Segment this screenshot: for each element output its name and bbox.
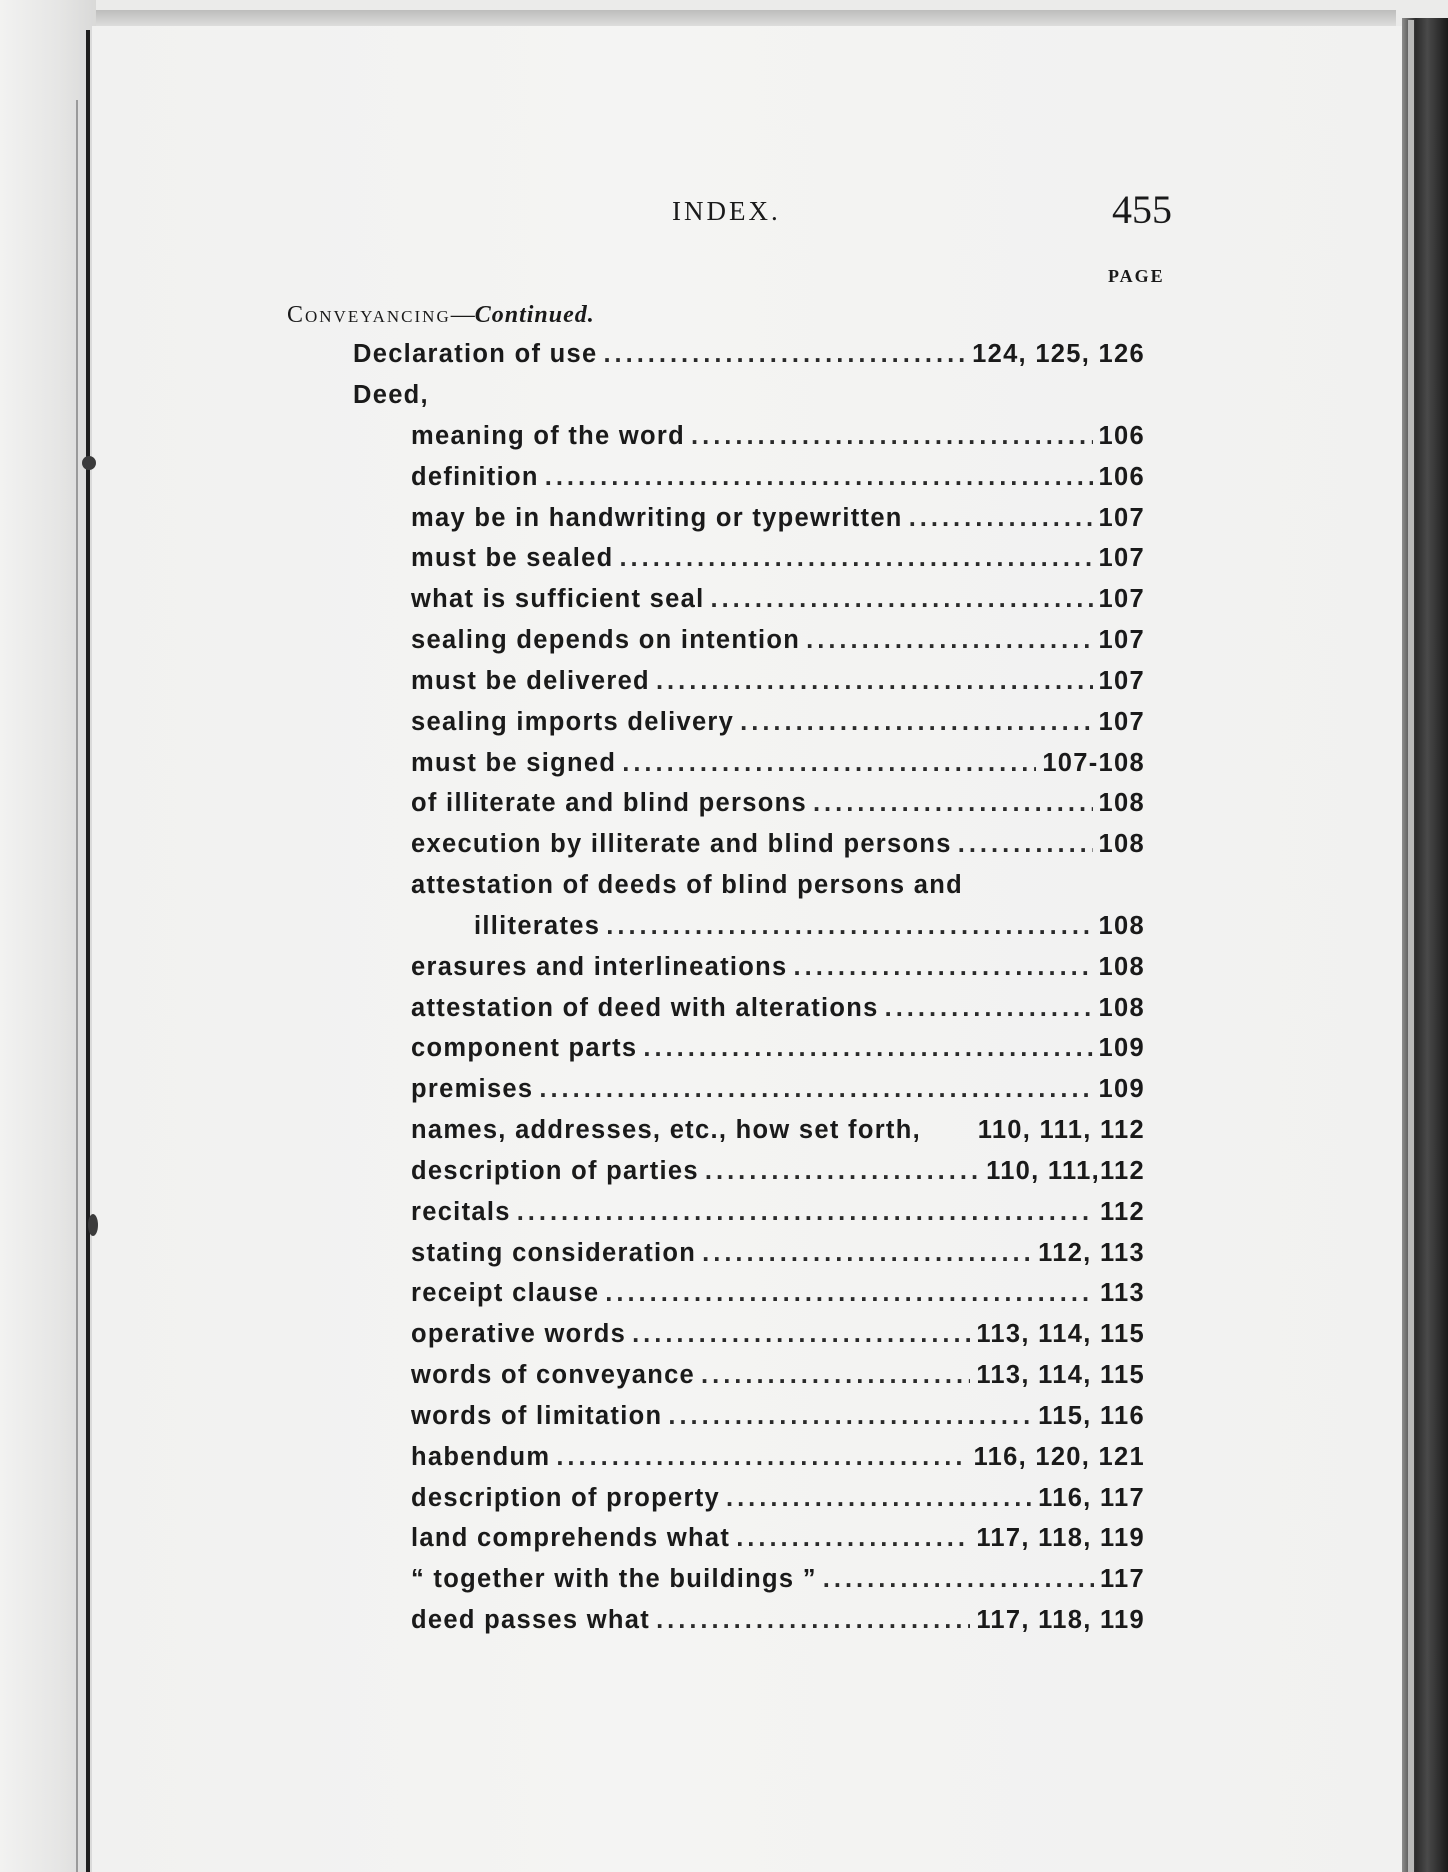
- index-entry: [411, 504, 1145, 540]
- leader-dots: [603, 340, 966, 369]
- entry-pages: 108: [1098, 830, 1145, 858]
- entry-text: must be sealed: [411, 544, 614, 572]
- index-entry: [411, 1606, 1145, 1642]
- index-entry: [474, 912, 1145, 948]
- leader-dots: [726, 1484, 1032, 1513]
- entry-pages: 109: [1098, 1075, 1145, 1103]
- entry-text: receipt clause: [411, 1279, 600, 1307]
- index-entry: [411, 789, 1145, 825]
- index-entry: [411, 463, 1145, 499]
- index-entry: [411, 1484, 1145, 1520]
- running-head: INDEX.: [672, 196, 781, 226]
- entry-pages: 112, 113: [1038, 1239, 1145, 1267]
- entry-pages: 107: [1098, 585, 1145, 613]
- leader-dots: [958, 830, 1093, 859]
- entry-pages: 106: [1098, 422, 1145, 450]
- entry-pages: 117, 118, 119: [976, 1524, 1145, 1552]
- index-entry: [411, 544, 1145, 580]
- leader-dots: [632, 1320, 970, 1349]
- leader-dots: [705, 1157, 980, 1186]
- entry-text: attestation of deeds of blind persons and: [411, 871, 964, 899]
- leader-dots: [545, 463, 1093, 492]
- entry-pages: 108: [1098, 953, 1145, 981]
- entry-pages: 107: [1098, 667, 1145, 695]
- leader-dots: [656, 667, 1093, 696]
- entry-text: sealing depends on intention: [411, 626, 801, 654]
- entry-text: erasures and interlineations: [411, 953, 788, 981]
- entry-pages: 107: [1098, 504, 1145, 532]
- index-entry: [353, 381, 1145, 417]
- entry-text: land comprehends what: [411, 1524, 731, 1552]
- margin-smudge: [82, 456, 96, 470]
- leader-dots: [806, 626, 1092, 655]
- entry-text: description of property: [411, 1484, 721, 1512]
- entry-text: execution by illiterate and blind persons: [411, 830, 952, 858]
- index-entry: [411, 1279, 1145, 1315]
- leader-dots: [823, 1565, 1094, 1594]
- index-entry: [411, 953, 1145, 989]
- entry-text: recitals: [411, 1198, 511, 1226]
- entry-pages: 108: [1098, 912, 1145, 940]
- index-entry: [411, 1239, 1145, 1275]
- index-entry: [411, 1402, 1145, 1438]
- section-continued: Continued.: [474, 302, 595, 328]
- index-entry: [411, 1524, 1145, 1560]
- entry-text: description of parties: [411, 1157, 699, 1185]
- index-entry: [411, 749, 1145, 785]
- section-heading: [287, 302, 595, 329]
- gutter-shadow: [76, 100, 78, 1872]
- entry-text: words of limitation: [411, 1402, 663, 1430]
- leader-dots: [556, 1443, 967, 1472]
- leader-dots: [885, 994, 1093, 1023]
- entry-pages: 110, 111,112: [986, 1157, 1145, 1185]
- leader-dots: [622, 749, 1036, 778]
- entry-text: stating consideration: [411, 1239, 697, 1267]
- entry-pages: 112: [1099, 1198, 1145, 1226]
- page-column-label: PAGE: [1108, 266, 1165, 286]
- index-entry: [411, 1443, 1145, 1479]
- index-entry: [411, 1034, 1145, 1070]
- entry-text: component parts: [411, 1034, 638, 1062]
- entry-pages: 113: [1099, 1279, 1145, 1307]
- leader-dots: [702, 1239, 1032, 1268]
- index-entry: [411, 1361, 1145, 1397]
- entry-text: “ together with the buildings ”: [411, 1565, 817, 1593]
- entry-text: names, addresses, etc., how set forth,: [411, 1116, 921, 1144]
- entry-text: operative words: [411, 1320, 627, 1348]
- leader-dots: [619, 544, 1092, 573]
- index-entry: [411, 994, 1145, 1030]
- entry-pages: 116, 117: [1038, 1484, 1145, 1512]
- entry-pages: 107-108: [1042, 749, 1145, 777]
- entry-text: premises: [411, 1075, 534, 1103]
- entry-pages: 124, 125, 126: [972, 340, 1145, 368]
- entry-text: must be signed: [411, 749, 617, 777]
- entry-text: must be delivered: [411, 667, 650, 695]
- entry-text: what is sufficient seal: [411, 585, 705, 613]
- index-entry: [411, 1565, 1145, 1601]
- entry-pages: 117, 118, 119: [976, 1606, 1145, 1634]
- entry-pages: 116, 120, 121: [973, 1443, 1145, 1471]
- leader-dots: [794, 953, 1093, 982]
- leader-dots: [539, 1075, 1092, 1104]
- leader-dots: [701, 1361, 970, 1390]
- leader-dots: [517, 1198, 1094, 1227]
- entry-pages: 117: [1099, 1565, 1145, 1593]
- section-dash: —: [450, 302, 475, 328]
- entry-text: habendum: [411, 1443, 551, 1471]
- entry-pages: 110, 111, 112: [977, 1116, 1145, 1144]
- margin-smudge: [88, 1214, 98, 1236]
- entry-pages: 115, 116: [1038, 1402, 1145, 1430]
- index-entry: [353, 340, 1145, 376]
- index-entry: [411, 1157, 1145, 1193]
- entry-pages: 107: [1098, 544, 1145, 572]
- index-entry: [411, 626, 1145, 662]
- leader-dots: [813, 789, 1093, 818]
- index-entry: [411, 585, 1145, 621]
- index-entry: [411, 708, 1145, 744]
- section-title: Conveyancing: [287, 302, 451, 328]
- entry-text: illiterates: [474, 912, 601, 940]
- leader-dots: [656, 1606, 970, 1635]
- entry-text: deed passes what: [411, 1606, 651, 1634]
- entry-text: Declaration of use: [353, 340, 598, 368]
- entry-pages: 108: [1098, 789, 1145, 817]
- leader-dots: [736, 1524, 970, 1553]
- entry-pages: 113, 114, 115: [976, 1320, 1145, 1348]
- leader-dots: [643, 1034, 1092, 1063]
- entry-pages: 107: [1098, 708, 1145, 736]
- leader-dots: [606, 912, 1092, 941]
- entry-text: of illiterate and blind persons: [411, 789, 807, 817]
- index-entry: [411, 830, 1145, 866]
- index-entry: [411, 871, 1145, 907]
- leader-dots: [605, 1279, 1094, 1308]
- entry-text: words of conveyance: [411, 1361, 696, 1389]
- leader-dots: [691, 422, 1093, 451]
- leader-dots: [668, 1402, 1032, 1431]
- index-entry: [411, 1116, 1145, 1152]
- index-entry: [411, 667, 1145, 703]
- index-entry: [411, 1320, 1145, 1356]
- entry-pages: 106: [1098, 463, 1145, 491]
- leader-dots: [740, 708, 1092, 737]
- entry-pages: 108: [1098, 994, 1145, 1022]
- index-entry: [411, 422, 1145, 458]
- entry-pages: 107: [1098, 626, 1145, 654]
- index-entry: [411, 1075, 1145, 1111]
- leader-dots: [710, 585, 1092, 614]
- index-entry: [411, 1198, 1145, 1234]
- page-stack-edge: [1408, 20, 1414, 1872]
- entry-pages: 109: [1098, 1034, 1145, 1062]
- entry-text: meaning of the word: [411, 422, 686, 450]
- page-number: 455: [1112, 187, 1172, 232]
- book-spine-line: [86, 30, 90, 1872]
- entry-text: Deed,: [353, 381, 429, 409]
- entry-text: attestation of deed with alterations: [411, 994, 879, 1022]
- facing-page-edge: [0, 0, 96, 1872]
- entry-text: definition: [411, 463, 539, 491]
- entry-pages: 113, 114, 115: [976, 1361, 1145, 1389]
- entry-text: sealing imports delivery: [411, 708, 735, 736]
- leader-dots: [909, 504, 1093, 533]
- entry-text: may be in handwriting or typewritten: [411, 504, 903, 532]
